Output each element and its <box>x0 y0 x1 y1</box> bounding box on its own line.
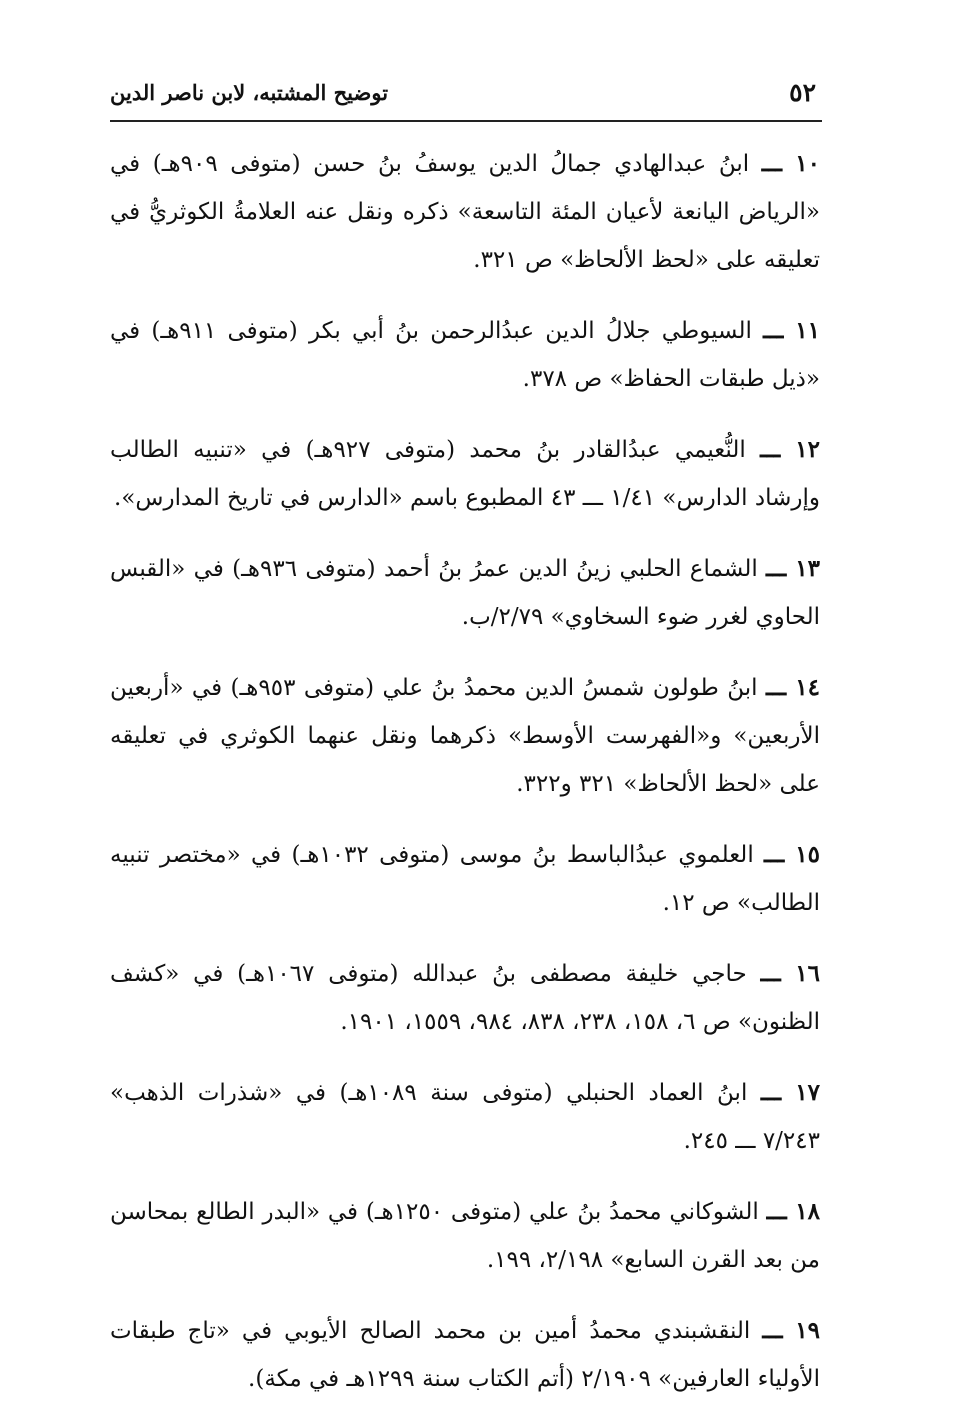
running-title: توضيح المشتبه، لابن ناصر الدين <box>110 80 389 105</box>
entry-number: ١٢ ـــ <box>760 436 821 463</box>
entry-number: ١١ ـــ <box>763 317 820 344</box>
entry-number: ١٨ ـــ <box>766 1198 821 1225</box>
running-header <box>110 80 820 120</box>
entry-text: الشماع الحلبي زينُ الدين عمرُ بنُ أحمد (متوفى ٩٣٦هـ) في «القبس الحاوي لغرر ضوء السخاوي» ٢/٧٩/ب. <box>110 556 820 630</box>
entry-text: ابنُ طولون شمسُ الدين محمدُ بنُ علي (متوفى ٩٥٣هـ) في «أربعين الأربعين» و«الفهرست الأوسط» ذكرهما ونقل عنهما الكوثري في تعليقه على «لحظ الألحاظ» ٣٢١ و٣٢٢. <box>110 675 820 797</box>
entry-text: النُّعيمي عبدُالقادر بنُ محمد (متوفى ٩٢٧هـ) في «تنبيه الطالب وإرشاد الدارس» ١/٤١ ـــ ٤٣ المطبوع باسم «الدارس في تاريخ المدارس». <box>110 437 820 511</box>
entry-text: النقشبندي محمدُ أمين بن محمد الصالح الأيوبي في «تاج طبقات الأولياء العارفين» ٢/١٩٠٩ (أتم الكتاب سنة ١٢٩٩هـ في مكة). <box>110 1318 820 1392</box>
list-item <box>110 426 820 522</box>
entry-text: العلموي عبدُالباسط بنُ موسى (متوفى ١٠٣٢هـ) في «مختصر تنبيه الطالب» ص ١٢. <box>110 842 820 916</box>
entries-list <box>110 140 820 1417</box>
header-divider <box>110 120 822 122</box>
entry-number: ١٤ ـــ <box>765 674 820 701</box>
list-item <box>110 545 820 641</box>
list-item <box>110 831 820 927</box>
entry-number: ١٣ ـــ <box>766 555 820 582</box>
entry-text: ابنُ العماد الحنبلي (متوفى سنة ١٠٨٩هـ) في «شذرات الذهب» ٧/٢٤٣ ـــ ٢٤٥. <box>110 1080 820 1154</box>
entry-text: السيوطي جلالُ الدين عبدُالرحمن بنُ أبي بكر (متوفى ٩١١هـ) في «ذيل طبقات الحفاظ» ص ٣٧٨. <box>110 318 820 392</box>
list-item <box>110 1188 820 1284</box>
list-item <box>110 950 820 1046</box>
list-item <box>110 307 820 403</box>
entry-text: ابنُ عبدالهادي جمالُ الدين يوسفُ بنُ حسن (متوفى ٩٠٩هـ) في «الرياض اليانعة لأعيان المئة التاسعة» ذكره ونقل عنه العلامةُ الكوثريُّ في تعليقه على «لحظ الألحاظ» ص ٣٢١. <box>110 151 820 273</box>
page-number: ٥٢ <box>789 78 816 107</box>
entry-text: الشوكاني محمدُ بنُ علي (متوفى ١٢٥٠هـ) في «البدر الطالع بمحاسن من بعد القرن السابع» ٢/١٩٨، ١٩٩. <box>110 1199 820 1273</box>
list-item <box>110 140 820 284</box>
entry-text: حاجي خليفة مصطفى بنُ عبدالله (متوفى ١٠٦٧هـ) في «كشف الظنون» ص ٦، ١٥٨، ٢٣٨، ٨٣٨، ٩٨٤، ١٥٥٩، ١٩٠١. <box>110 961 820 1035</box>
list-item <box>110 664 820 808</box>
list-item <box>110 1069 820 1165</box>
entry-number: ١٧ ـــ <box>760 1079 821 1106</box>
entry-number: ١٥ ـــ <box>764 841 821 868</box>
entry-number: ١٩ ـــ <box>762 1317 820 1344</box>
entry-number: ١٦ ـــ <box>760 960 821 987</box>
list-item <box>110 1307 820 1403</box>
entry-number: ١٠ ـــ <box>761 150 820 177</box>
